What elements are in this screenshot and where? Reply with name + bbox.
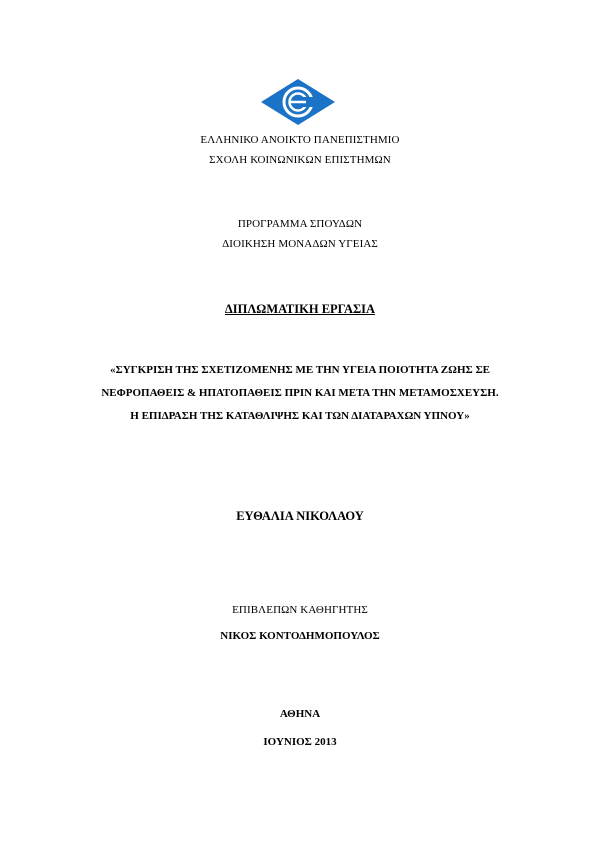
program-name: ΔΙΟΙΚΗΣΗ ΜΟΝΑΔΩΝ ΥΓΕΙΑΣ	[222, 238, 378, 250]
author-name: ΕΥΘΑΛΙΑ ΝΙΚΟΛΑΟΥ	[236, 509, 364, 523]
thesis-title-line-2: ΝΕΦΡΟΠΑΘΕΙΣ & ΗΠΑΤΟΠΑΘΕΙΣ ΠΡΙΝ ΚΑΙ ΜΕΤΑ ΤΗΝ ΜΕΤΑΜΟΣΧΕΥΣΗ.	[101, 387, 499, 399]
supervisor-label: ΕΠΙΒΛΕΠΩΝ ΚΑΘΗΓΗΤΗΣ	[232, 604, 368, 616]
university-name: ΕΛΛΗΝΙΚΟ ΑΝΟΙΚΤΟ ΠΑΝΕΠΙΣΤΗΜΙΟ	[200, 134, 400, 146]
program-label: ΠΡΟΓΡΑΜΜΑ ΣΠΟΥΔΩΝ	[237, 218, 363, 230]
document-type: ΔΙΠΛΩΜΑΤΙΚΗ ΕΡΓΑΣΙΑ	[224, 302, 376, 316]
supervisor-name: ΝΙΚΟΣ ΚΟΝΤΟΔΗΜΟΠΟΥΛΟΣ	[220, 630, 380, 642]
university-logo-icon	[260, 78, 336, 126]
school-name: ΣΧΟΛΗ ΚΟΙΝΩΝΙΚΩΝ ΕΠΙΣΤΗΜΩΝ	[209, 154, 391, 166]
place: ΑΘΗΝΑ	[279, 708, 321, 720]
thesis-title-line-3: Η ΕΠΙΔΡΑΣΗ ΤΗΣ ΚΑΤΑΘΛΙΨΗΣ ΚΑΙ ΤΩΝ ΔΙΑΤΑΡΑΧΩΝ ΥΠΝΟΥ»	[130, 410, 470, 422]
date: ΙΟΥΝΙΟΣ 2013	[263, 736, 337, 748]
thesis-title-line-1: «ΣΥΓΚΡΙΣΗ ΤΗΣ ΣΧΕΤΙΖΟΜΕΝΗΣ ΜΕ ΤΗΝ ΥΓΕΙΑ ΠΟΙΟΤΗΤΑ ΖΩΗΣ ΣΕ	[110, 364, 490, 376]
